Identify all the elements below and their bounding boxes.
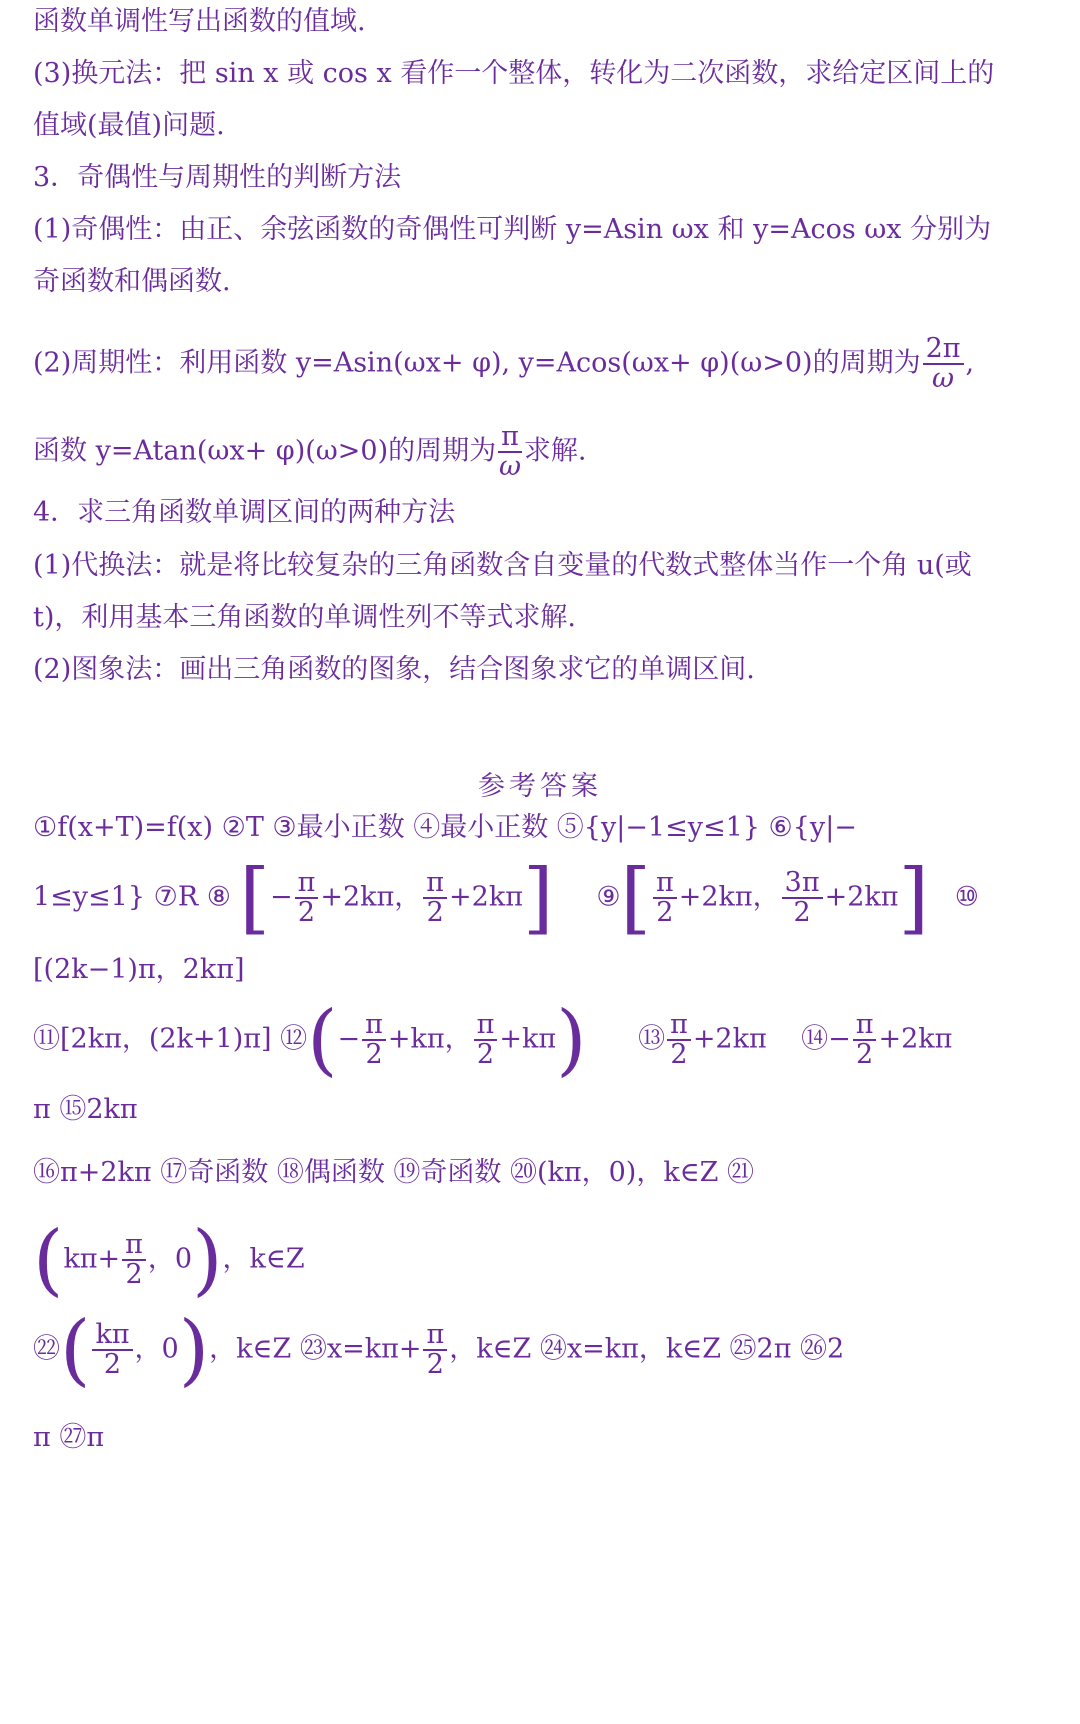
paren: ( xyxy=(307,995,338,1085)
punctuation: , xyxy=(965,347,975,379)
fraction-denominator: ω xyxy=(932,363,955,394)
fraction xyxy=(853,1011,877,1069)
fraction xyxy=(474,1011,498,1069)
fraction xyxy=(498,423,522,481)
answers-row xyxy=(33,1305,845,1395)
term: +kπ xyxy=(387,1023,445,1055)
answer-text: ，k∈Z xyxy=(222,1243,305,1275)
answer-text: ㉒ xyxy=(33,1333,60,1365)
bracket: [ xyxy=(239,853,270,943)
answer-text: 1≤y≤1} ⑦R ⑧ xyxy=(33,881,231,913)
fraction xyxy=(122,1231,146,1289)
period-text: 函数 y=Atan(ωx+ φ)(ω>0)的周期为 xyxy=(33,435,497,467)
comma: ， xyxy=(444,1023,472,1055)
fraction-numerator: π xyxy=(853,1011,877,1041)
comma: ， xyxy=(752,881,780,913)
answers-row: π ㉗π xyxy=(33,1422,105,1453)
text-line: (1)代换法：就是将比较复杂的三角函数含自变量的代数式整体当作一个角 u(或 xyxy=(33,550,972,581)
fraction-denominator: ω xyxy=(499,451,522,482)
fraction-denominator: 2 xyxy=(365,1039,383,1070)
fraction-numerator: π xyxy=(362,1011,386,1041)
minus: − xyxy=(337,1023,361,1055)
paren: ( xyxy=(60,1305,91,1395)
text-line: 奇函数和偶函数. xyxy=(33,266,231,297)
text-line-period2 xyxy=(33,423,586,481)
fraction-numerator: π xyxy=(423,869,447,899)
fraction xyxy=(423,869,447,927)
fraction-numerator: π xyxy=(498,423,522,453)
fraction-numerator: π xyxy=(423,1321,447,1351)
fraction-numerator: kπ xyxy=(92,1321,132,1351)
fraction xyxy=(653,869,677,927)
fraction-denominator: 2 xyxy=(297,897,316,928)
paren: ) xyxy=(556,995,587,1085)
text-line: (2)图象法：画出三角函数的图象，结合图象求它的单调区间. xyxy=(33,654,755,685)
text-line: (3)换元法：把 sin x 或 cos x 看作一个整体，转化为二次函数，求给定区间上的 xyxy=(33,58,995,89)
answers-row: ①f(x+T)=f(x) ②T ③最小正数 ④最小正数 ⑤{y|−1≤y≤1} ⑥{y|− xyxy=(33,812,857,843)
answers-title: 参考答案 xyxy=(478,771,602,802)
period-text: (2)周期性：利用函数 y=Asin(ωx+ φ), y=Acos(ωx+ φ)(ω>0)的周期为 xyxy=(33,347,921,379)
term: +kπ xyxy=(499,1023,557,1055)
fraction-numerator: 3π xyxy=(782,869,823,899)
answers-row xyxy=(33,1215,305,1305)
bracket: ] xyxy=(898,853,929,943)
section-heading: 3．奇偶性与周期性的判断方法 xyxy=(33,162,402,193)
fraction-denominator: 2 xyxy=(656,897,674,928)
term: +2kπ xyxy=(692,1023,767,1055)
term: +2kπ xyxy=(320,881,395,913)
fraction-denominator: 2 xyxy=(103,1349,122,1380)
paren: ( xyxy=(33,1215,64,1305)
answer-text: ⑩ xyxy=(954,881,979,913)
answer-text: ，k∈Z ㉓x=kπ+ xyxy=(209,1333,422,1365)
text-line: (1)奇偶性：由正、余弦函数的奇偶性可判断 y=Asin ωx 和 y=Acos ωx 分别为 xyxy=(33,214,992,245)
text-line-period xyxy=(33,335,974,393)
term: ，0 xyxy=(134,1333,179,1365)
fraction xyxy=(667,1011,691,1069)
fraction-numerator: π xyxy=(653,869,677,899)
answers-row: [(2k−1)π，2kπ] xyxy=(33,954,245,985)
fraction xyxy=(295,869,319,927)
term: +2kπ xyxy=(678,881,753,913)
answer-text: ⑭ xyxy=(801,1023,829,1055)
text-line: 函数单调性写出函数的值域. xyxy=(33,6,366,37)
fraction-numerator: π xyxy=(667,1011,691,1041)
text-line: 值域(最值)问题. xyxy=(33,110,225,141)
period-text-end: 求解. xyxy=(523,435,587,467)
minus: − xyxy=(269,881,293,913)
fraction-numerator: π xyxy=(122,1231,146,1261)
fraction-numerator: 2π xyxy=(923,335,964,365)
term: +2kπ xyxy=(878,1023,953,1055)
term: +2kπ xyxy=(824,881,899,913)
answer-text: ⑨ xyxy=(596,881,621,913)
term: ，0 xyxy=(147,1243,193,1275)
answers-row xyxy=(33,853,979,943)
fraction-denominator: 2 xyxy=(855,1039,874,1070)
fraction-denominator: 2 xyxy=(793,897,811,928)
fraction-denominator: 2 xyxy=(670,1039,688,1070)
term: +2kπ xyxy=(449,881,523,913)
answers-row: π ⑮2kπ xyxy=(33,1094,138,1125)
paren: ) xyxy=(178,1305,210,1395)
fraction-denominator: 2 xyxy=(426,897,444,928)
term: kπ+ xyxy=(63,1243,121,1275)
answers-row: ⑯π+2kπ ⑰奇函数 ⑱偶函数 ⑲奇函数 ⑳(kπ，0)，k∈Z ㉑ xyxy=(33,1157,755,1188)
answer-text: ⑪[2kπ，(2k+1)π] ⑫ xyxy=(33,1023,308,1055)
section-heading: 4．求三角函数单调区间的两种方法 xyxy=(33,497,456,528)
paren: ) xyxy=(192,1215,223,1305)
comma: ， xyxy=(394,881,422,913)
fraction xyxy=(362,1011,386,1069)
bracket: ] xyxy=(522,853,554,943)
answer-text: ⑬ xyxy=(638,1023,666,1055)
answer-text: ，k∈Z ㉔x=kπ，k∈Z ㉕2π ㉖2 xyxy=(449,1333,845,1365)
fraction-numerator: π xyxy=(295,869,319,899)
minus: − xyxy=(828,1023,851,1055)
fraction-denominator: 2 xyxy=(476,1039,495,1070)
text-line: t)，利用基本三角函数的单调性列不等式求解. xyxy=(33,602,576,633)
fraction xyxy=(923,335,964,393)
bracket: [ xyxy=(620,853,651,943)
fraction-denominator: 2 xyxy=(426,1349,444,1380)
fraction-numerator: π xyxy=(474,1011,498,1041)
fraction xyxy=(782,869,823,927)
fraction-denominator: 2 xyxy=(125,1259,143,1290)
fraction xyxy=(423,1321,447,1379)
fraction xyxy=(92,1321,132,1379)
answers-row xyxy=(33,995,953,1085)
